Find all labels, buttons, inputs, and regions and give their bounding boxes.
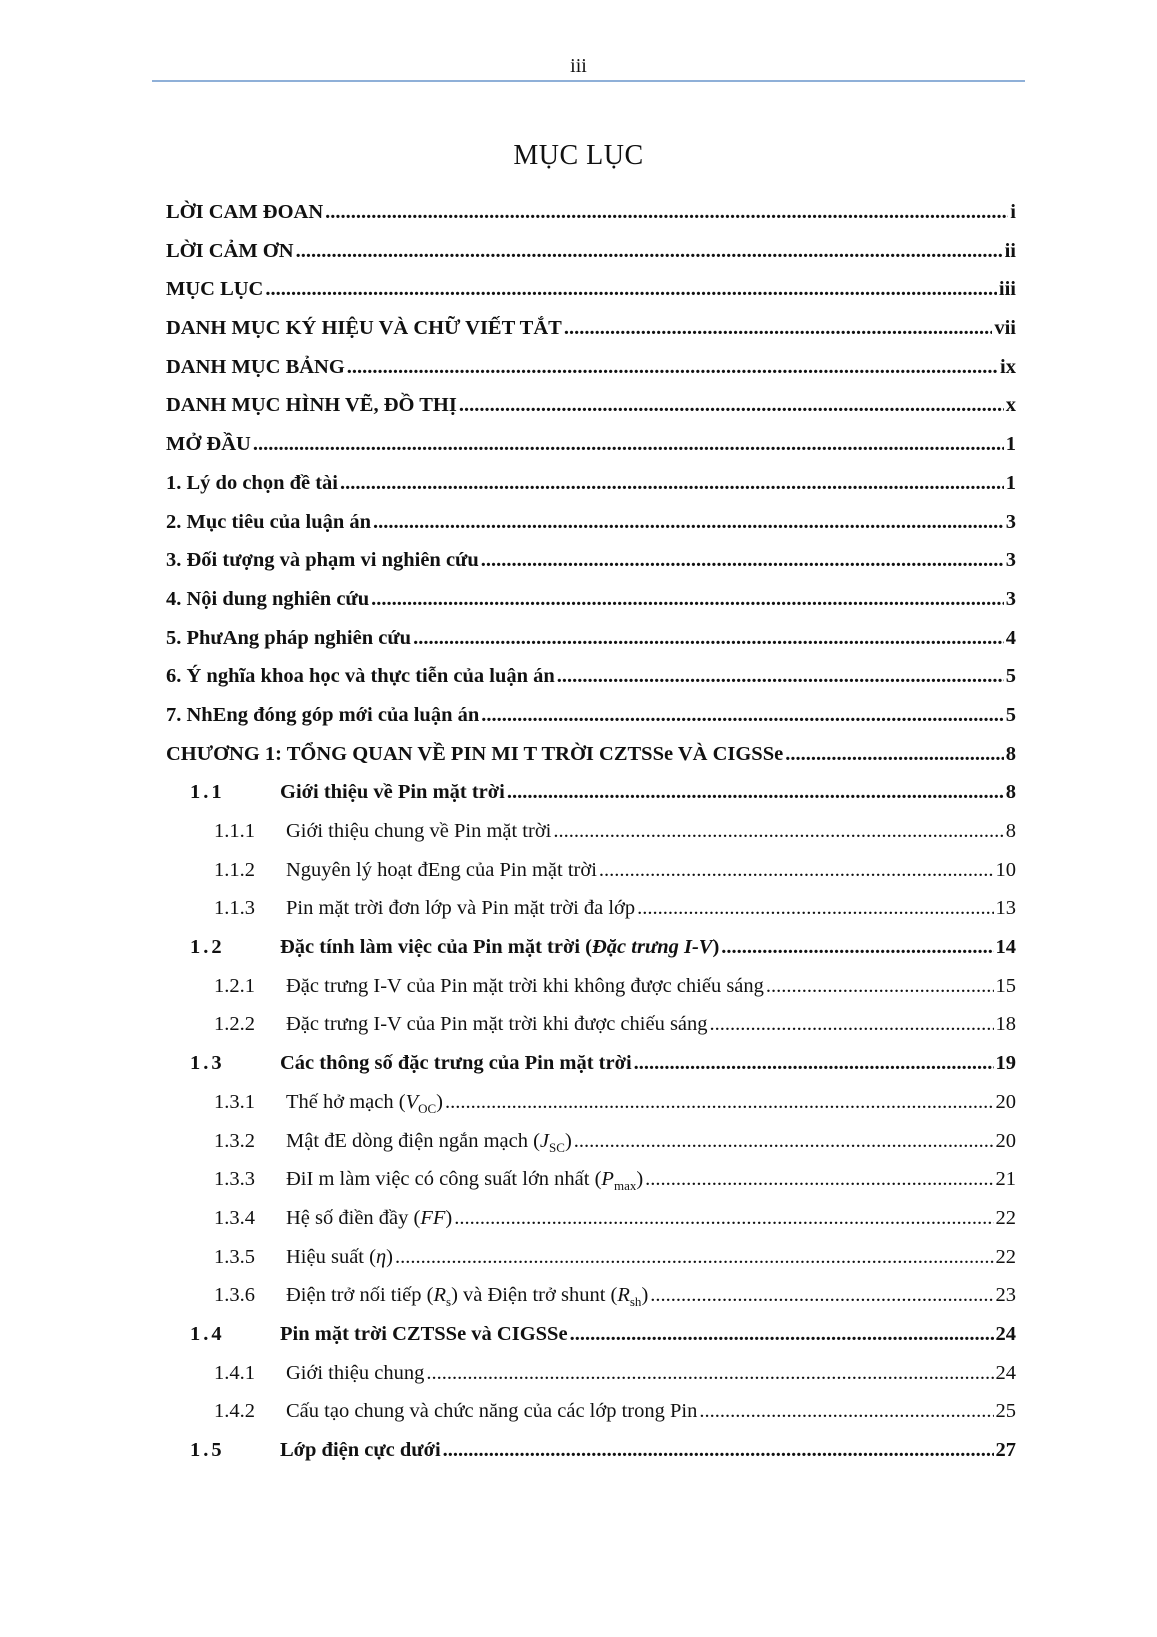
toc-entry[interactable] [166, 859, 1016, 898]
toc-entry-leader-dots [296, 240, 1003, 263]
toc-entry[interactable] [166, 1207, 1016, 1246]
toc-entry-number: 1.1.3 [214, 897, 255, 920]
toc-entry-leader-dots [265, 278, 997, 301]
toc-entry-number: 1.2 [190, 936, 225, 959]
toc-entry-page: 15 [995, 974, 1016, 997]
toc-entry-label-text: Hệ số điền đầy ( [286, 1206, 421, 1229]
toc-entry-leader-dots [507, 781, 1004, 804]
toc-entry-leader-dots [785, 743, 1004, 766]
toc-entry-page: x [1005, 394, 1016, 417]
toc-entry-leader-dots [481, 549, 1004, 572]
toc-entry-leader-dots [634, 1052, 994, 1075]
toc-entry-leader-dots [570, 1323, 994, 1346]
toc-entry-label-text: 2. Mục tiêu của luận án [166, 510, 372, 533]
toc-entry-page: i [1010, 201, 1016, 223]
toc-entry[interactable] [166, 975, 1016, 1014]
toc-entry[interactable] [166, 1323, 1016, 1362]
toc-entry-page: 22 [995, 1206, 1016, 1229]
toc-entry-label [286, 1168, 643, 1194]
toc-entry-label-italic: Đặc trưng I-V [591, 936, 713, 959]
toc-entry-label-text: Thế hở mạch ( [286, 1090, 406, 1113]
toc-entry-label-text: ) [386, 1245, 393, 1268]
toc-entry-label [166, 511, 371, 534]
toc-entry-page: ix [1000, 355, 1016, 378]
toc-entry-label-italic: R [617, 1284, 630, 1307]
toc-entry[interactable] [166, 201, 1016, 240]
toc-entry-label [286, 897, 635, 920]
toc-entry-page: 5 [1005, 665, 1016, 688]
toc-entry-label [166, 588, 369, 611]
toc-entry-label-text: MỤC LỤC [166, 278, 264, 301]
toc-title: MỤC LỤC [513, 140, 644, 171]
toc-entry-leader-dots [645, 1168, 993, 1191]
toc-entry[interactable] [166, 356, 1016, 395]
toc-entry-number: 1.5 [190, 1439, 225, 1461]
toc-entry-label-text: Nguyên lý hoạt đEng của Pin mặt trời [286, 858, 597, 881]
toc-entry[interactable] [166, 278, 1016, 317]
toc-entry-number: 1.1.2 [214, 858, 255, 881]
toc-entry-leader-dots [340, 472, 1004, 495]
toc-entry-label-italic: V [405, 1090, 419, 1113]
toc-entry-label [286, 1400, 697, 1423]
toc-entry-label-text: Lớp điện cực dưới [280, 1439, 441, 1461]
toc-entry-label-text: ) [712, 936, 720, 959]
toc-entry-number: 1.3.6 [214, 1284, 255, 1307]
toc-entry-leader-dots [426, 1362, 993, 1385]
toc-entry-label-subscript: max [613, 1178, 637, 1194]
toc-entry[interactable] [166, 627, 1016, 666]
toc-entry-label-text: Giới thiệu chung [286, 1361, 425, 1384]
toc-entry-label-text: Mật đE dòng điện ngắn mạch ( [286, 1129, 540, 1152]
toc-entry[interactable] [166, 897, 1016, 936]
table-of-contents [166, 201, 1016, 1478]
toc-entry[interactable] [166, 1168, 1016, 1207]
toc-entry-label-text: 3. Đối tượng và phạm vi nghiên cứu [166, 549, 479, 572]
toc-entry-leader-dots [564, 317, 993, 340]
toc-entry-leader-dots [710, 1013, 994, 1036]
toc-entry-page: 22 [995, 1245, 1016, 1268]
toc-entry-leader-dots [454, 1207, 993, 1230]
toc-entry-number: 1.3.5 [214, 1245, 255, 1268]
toc-entry[interactable] [166, 1439, 1016, 1478]
toc-entry-leader-dots [574, 1130, 994, 1153]
toc-entry-leader-dots [325, 201, 1008, 224]
toc-entry-page: 24 [995, 1322, 1016, 1345]
toc-entry-label-text: LỜI CAM ĐOAN [166, 201, 324, 223]
toc-entry-label-text: 1. Lý do chọn đề tài [166, 471, 338, 494]
toc-entry-page: 19 [995, 1052, 1016, 1075]
toc-entry-label-text: Cấu tạo chung và chức năng của các lớp trong Pin [286, 1400, 698, 1423]
toc-entry-label [166, 201, 323, 224]
toc-entry-number: 1.1 [190, 781, 225, 804]
toc-entry-page: 20 [995, 1090, 1016, 1113]
toc-entry-page: 25 [995, 1400, 1016, 1423]
toc-entry-label-text: ) [636, 1168, 644, 1191]
toc-entry-label [166, 356, 345, 379]
toc-entry-page: 4 [1005, 626, 1016, 649]
toc-entry-label [166, 317, 562, 340]
toc-entry-label [166, 278, 263, 301]
toc-entry-number: 1.2.1 [214, 974, 255, 997]
toc-entry-number: 1.3 [190, 1052, 225, 1075]
toc-entry-page: 21 [995, 1168, 1016, 1191]
header-rule [152, 80, 1025, 82]
toc-entry-label-text: ĐiI m làm việc có công suất lớn nhất ( [286, 1168, 602, 1191]
toc-entry-label [166, 549, 479, 572]
toc-entry-page: 8 [1005, 781, 1016, 804]
toc-entry-label-text: Hiệu suất ( [286, 1245, 376, 1268]
toc-entry-label-text: DANH MỤC BẢNG [166, 355, 345, 378]
toc-entry[interactable] [166, 1362, 1016, 1401]
toc-entry[interactable] [166, 588, 1016, 627]
toc-entry-page: 10 [995, 858, 1016, 881]
toc-entry-label-text: Pin mặt trời CZTSSe và CIGSSe [280, 1322, 568, 1345]
toc-entry-label-text: MỞ ĐẦU [166, 433, 251, 456]
toc-entry-page: iii [998, 278, 1016, 301]
toc-entry-number: 1.3.4 [214, 1206, 255, 1229]
toc-entry[interactable] [166, 472, 1016, 511]
toc-entry-label-text: ) [641, 1284, 649, 1307]
toc-entry-leader-dots [253, 433, 1004, 456]
toc-entry-page: 18 [995, 1013, 1016, 1036]
toc-entry-label [286, 1130, 572, 1156]
toc-entry-number: 1.4.1 [214, 1361, 255, 1384]
toc-entry-label [166, 472, 338, 495]
toc-entry-label-text: 7. NhEng đóng góp mới của luận án [166, 703, 480, 726]
toc-entry-page: 8 [1005, 820, 1016, 842]
toc-entry-page: 3 [1005, 587, 1016, 610]
toc-entry-page: 8 [1005, 742, 1016, 765]
toc-entry-label-text: Đặc tính làm việc của Pin mặt trời ( [280, 936, 592, 959]
toc-entry-label [166, 627, 411, 650]
toc-entry-label-italic: J [539, 1129, 550, 1152]
toc-entry[interactable] [166, 1400, 1016, 1439]
toc-entry[interactable] [166, 394, 1016, 433]
toc-entry-label [286, 1091, 443, 1117]
toc-entry-label-text: 6. Ý nghĩa khoa học và thực tiễn của luận án [166, 665, 555, 688]
toc-entry-label [286, 820, 551, 843]
toc-entry-page: vii [994, 317, 1016, 340]
toc-entry-label [280, 1439, 441, 1462]
toc-entry-label [166, 433, 251, 456]
toc-entry-page: 23 [995, 1284, 1016, 1307]
toc-entry-label [166, 743, 783, 766]
toc-entry-page: 20 [995, 1129, 1016, 1152]
toc-entry-label-italic: P [601, 1168, 614, 1191]
toc-entry[interactable] [166, 317, 1016, 356]
toc-entry-page: 3 [1005, 510, 1016, 533]
toc-entry-label-subscript: sh [629, 1294, 642, 1310]
toc-entry-label [280, 781, 505, 804]
toc-entry-number: 1.4 [190, 1322, 225, 1345]
toc-entry-page: 24 [995, 1361, 1016, 1384]
toc-entry-leader-dots [395, 1246, 994, 1269]
toc-entry[interactable] [166, 1130, 1016, 1169]
toc-entry-page: 1 [1005, 433, 1016, 456]
toc-entry-label-subscript: s [446, 1294, 452, 1310]
toc-entry-label-text: 4. Nội dung nghiên cứu [166, 587, 370, 610]
toc-entry-label-text: Giới thiệu chung về Pin mặt trời [286, 820, 552, 842]
toc-entry[interactable] [166, 1013, 1016, 1052]
toc-entry-label-text: Đặc trưng I-V của Pin mặt trời khi được chiếu sáng [286, 1013, 708, 1036]
toc-entry-label-subscript: SC [549, 1139, 565, 1155]
toc-entry[interactable] [166, 549, 1016, 588]
toc-entry[interactable] [166, 743, 1016, 782]
toc-entry-leader-dots [557, 665, 1004, 688]
toc-entry-label [166, 240, 294, 263]
toc-entry[interactable] [166, 511, 1016, 550]
toc-entry-label-text: DANH MỤC HÌNH VẼ, ĐỒ THỊ [166, 394, 457, 417]
toc-entry[interactable] [166, 433, 1016, 472]
toc-entry-number: 1.4.2 [214, 1400, 255, 1423]
toc-entry-label-text: Giới thiệu về Pin mặt trời [280, 781, 505, 804]
toc-entry-label-text: Đặc trưng I-V của Pin mặt trời khi không được chiếu sáng [286, 974, 764, 997]
toc-entry-label [166, 704, 479, 727]
toc-entry-number: 1.1.1 [214, 820, 255, 842]
toc-entry-label-italic: η [375, 1245, 387, 1268]
toc-entry-label-italic: FF [420, 1206, 446, 1229]
toc-entry-label [280, 1052, 632, 1075]
toc-entry-label [280, 1323, 568, 1346]
toc-entry-label-text: ) [564, 1129, 572, 1152]
toc-entry-page: 14 [995, 936, 1016, 959]
toc-entry-label-text: LỜI CẢM ƠN [166, 239, 294, 262]
toc-entry[interactable] [166, 781, 1016, 820]
toc-entry-label [286, 1362, 424, 1385]
toc-entry-leader-dots [599, 859, 994, 882]
toc-entry-label [286, 1013, 708, 1036]
toc-entry-label-text: ) và Điện trở shunt ( [451, 1284, 618, 1307]
toc-entry-leader-dots [650, 1284, 993, 1307]
toc-entry-leader-dots [373, 511, 1004, 534]
toc-entry-leader-dots [766, 975, 994, 998]
toc-entry-label-text: Các thông số đặc trưng của Pin mặt trời [280, 1052, 632, 1075]
toc-entry[interactable] [166, 704, 1016, 743]
toc-entry-label [166, 665, 555, 688]
toc-entry-leader-dots [413, 627, 1004, 650]
page-number: iii [570, 55, 587, 77]
toc-entry-label-text: 5. PhưAng pháp nghiên cứu [166, 626, 412, 649]
toc-entry-leader-dots [553, 820, 1003, 843]
toc-entry-leader-dots [371, 588, 1004, 611]
toc-entry-page: 3 [1005, 549, 1016, 572]
toc-entry-page: 27 [995, 1439, 1016, 1461]
toc-entry-label [286, 859, 597, 882]
toc-entry-label [166, 394, 457, 417]
toc-entry-leader-dots [459, 394, 1004, 417]
toc-entry-label [286, 1246, 393, 1269]
toc-entry-page: 1 [1005, 471, 1016, 494]
toc-entry-label-text: DANH MỤC KÝ HIỆU VÀ CHỮ VIẾT TẮT [166, 317, 562, 340]
toc-entry-label-text: Điện trở nối tiếp ( [286, 1284, 434, 1307]
toc-entry-leader-dots [637, 897, 993, 920]
toc-entry-label-subscript: OC [418, 1100, 437, 1116]
toc-entry-label-italic: R [433, 1284, 447, 1307]
toc-entry-page: ii [1004, 239, 1016, 262]
toc-entry-leader-dots [699, 1400, 993, 1423]
toc-entry[interactable] [166, 240, 1016, 279]
toc-entry[interactable] [166, 1091, 1016, 1130]
toc-entry-leader-dots [445, 1091, 994, 1114]
toc-entry[interactable] [166, 1284, 1016, 1323]
toc-entry-number: 1.2.2 [214, 1013, 255, 1036]
toc-entry-label-text: Pin mặt trời đơn lớp và Pin mặt trời đa lớp [286, 897, 636, 920]
toc-entry-label-text: ) [445, 1206, 453, 1229]
toc-entry[interactable] [166, 820, 1016, 859]
toc-entry-page: 5 [1005, 703, 1016, 726]
toc-entry-number: 1.3.3 [214, 1168, 255, 1191]
toc-entry-leader-dots [721, 936, 993, 959]
toc-entry-label [286, 1284, 648, 1310]
toc-entry-label-text: ) [436, 1090, 443, 1113]
toc-entry[interactable] [166, 936, 1016, 975]
toc-entry-label [280, 936, 719, 959]
toc-entry-label-text: CHƯƠNG 1: TỔNG QUAN VỀ PIN MI T TRỜI CZTSSe VÀ CIGSSe [166, 742, 784, 765]
toc-entry-label [286, 975, 764, 998]
toc-entry[interactable] [166, 665, 1016, 704]
toc-entry[interactable] [166, 1246, 1016, 1285]
toc-entry-page: 13 [995, 897, 1016, 920]
toc-entry[interactable] [166, 1052, 1016, 1091]
toc-entry-number: 1.3.1 [214, 1090, 255, 1113]
toc-entry-number: 1.3.2 [214, 1129, 255, 1152]
toc-entry-label [286, 1207, 452, 1230]
toc-entry-leader-dots [481, 704, 1003, 727]
toc-entry-leader-dots [347, 356, 998, 379]
toc-entry-leader-dots [443, 1439, 994, 1462]
